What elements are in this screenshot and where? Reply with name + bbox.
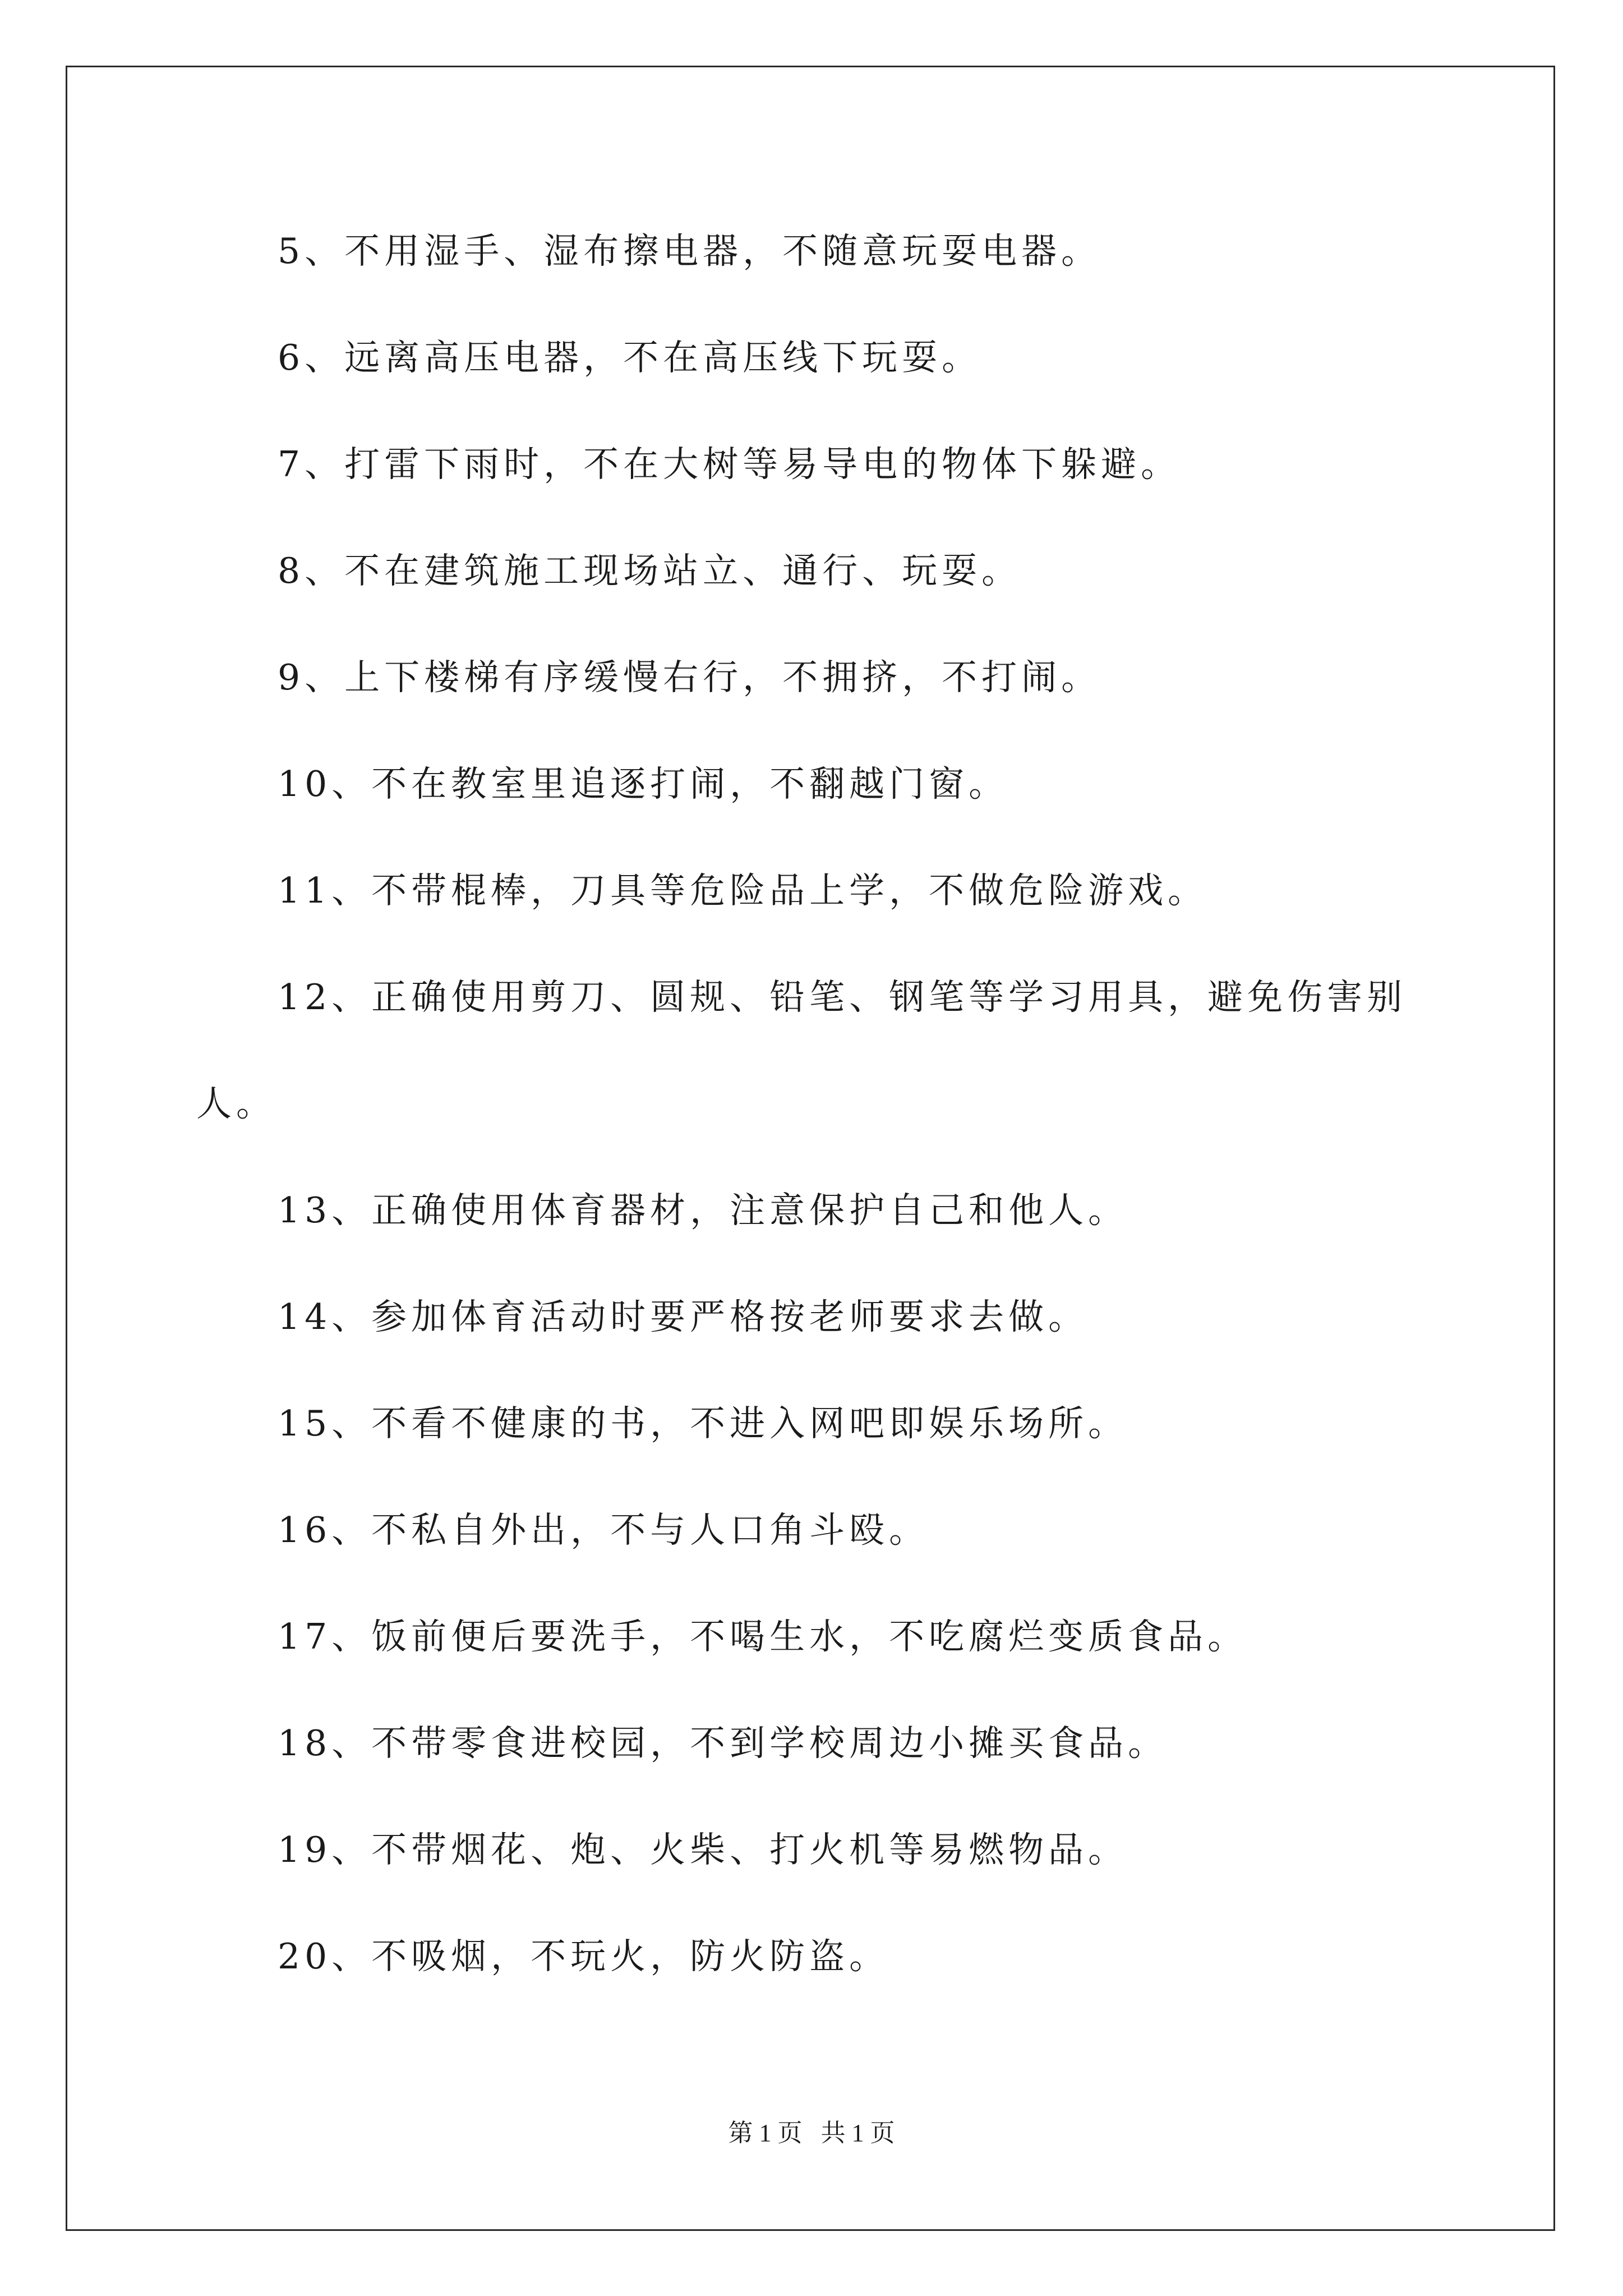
rule-item-8: 8、不在建筑施工现场站立、通行、玩耍。	[278, 550, 1022, 591]
rule-item-6: 6、远离高压电器，不在高压线下玩耍。	[278, 337, 982, 378]
page-border	[66, 66, 1555, 2231]
page-number-footer: 第 1 页 共 1 页	[728, 2119, 895, 2147]
rule-item-10: 10、不在教室里追逐打闹，不翻越门窗。	[278, 763, 1009, 804]
rule-item-20: 20、不吸烟，不玩火，防火防盗。	[278, 1936, 889, 1977]
rule-item-16: 16、不私自外出，不与人口角斗殴。	[278, 1510, 929, 1550]
rule-item-14: 14、参加体育活动时要严格按老师要求去做。	[278, 1296, 1089, 1337]
rule-item-7: 7、打雷下雨时，不在大树等易导电的物体下躲避。	[278, 444, 1181, 485]
rule-item-19: 19、不带烟花、炮、火柴、打火机等易燃物品。	[278, 1829, 1128, 1870]
rule-item-11: 11、不带棍棒，刀具等危险品上学，不做危险游戏。	[278, 870, 1208, 911]
rule-item-5: 5、不用湿手、湿布擦电器，不随意玩耍电器。	[278, 231, 1101, 272]
rule-item-12: 12、正确使用剪刀、圆规、铅笔、钢笔等学习用具，避免伤害别	[278, 977, 1407, 1018]
rule-item-9: 9、上下楼梯有序缓慢右行，不拥挤，不打闹。	[278, 657, 1101, 698]
rule-item-18: 18、不带零食进校园，不到学校周边小摊买食品。	[278, 1723, 1168, 1764]
rule-item-12-continuation: 人。	[196, 1083, 276, 1124]
rule-item-17: 17、饭前便后要洗手，不喝生水，不吃腐烂变质食品。	[278, 1616, 1248, 1657]
rule-item-15: 15、不看不健康的书，不进入网吧即娱乐场所。	[278, 1403, 1128, 1444]
rule-item-13: 13、正确使用体育器材，注意保护自己和他人。	[278, 1190, 1128, 1231]
